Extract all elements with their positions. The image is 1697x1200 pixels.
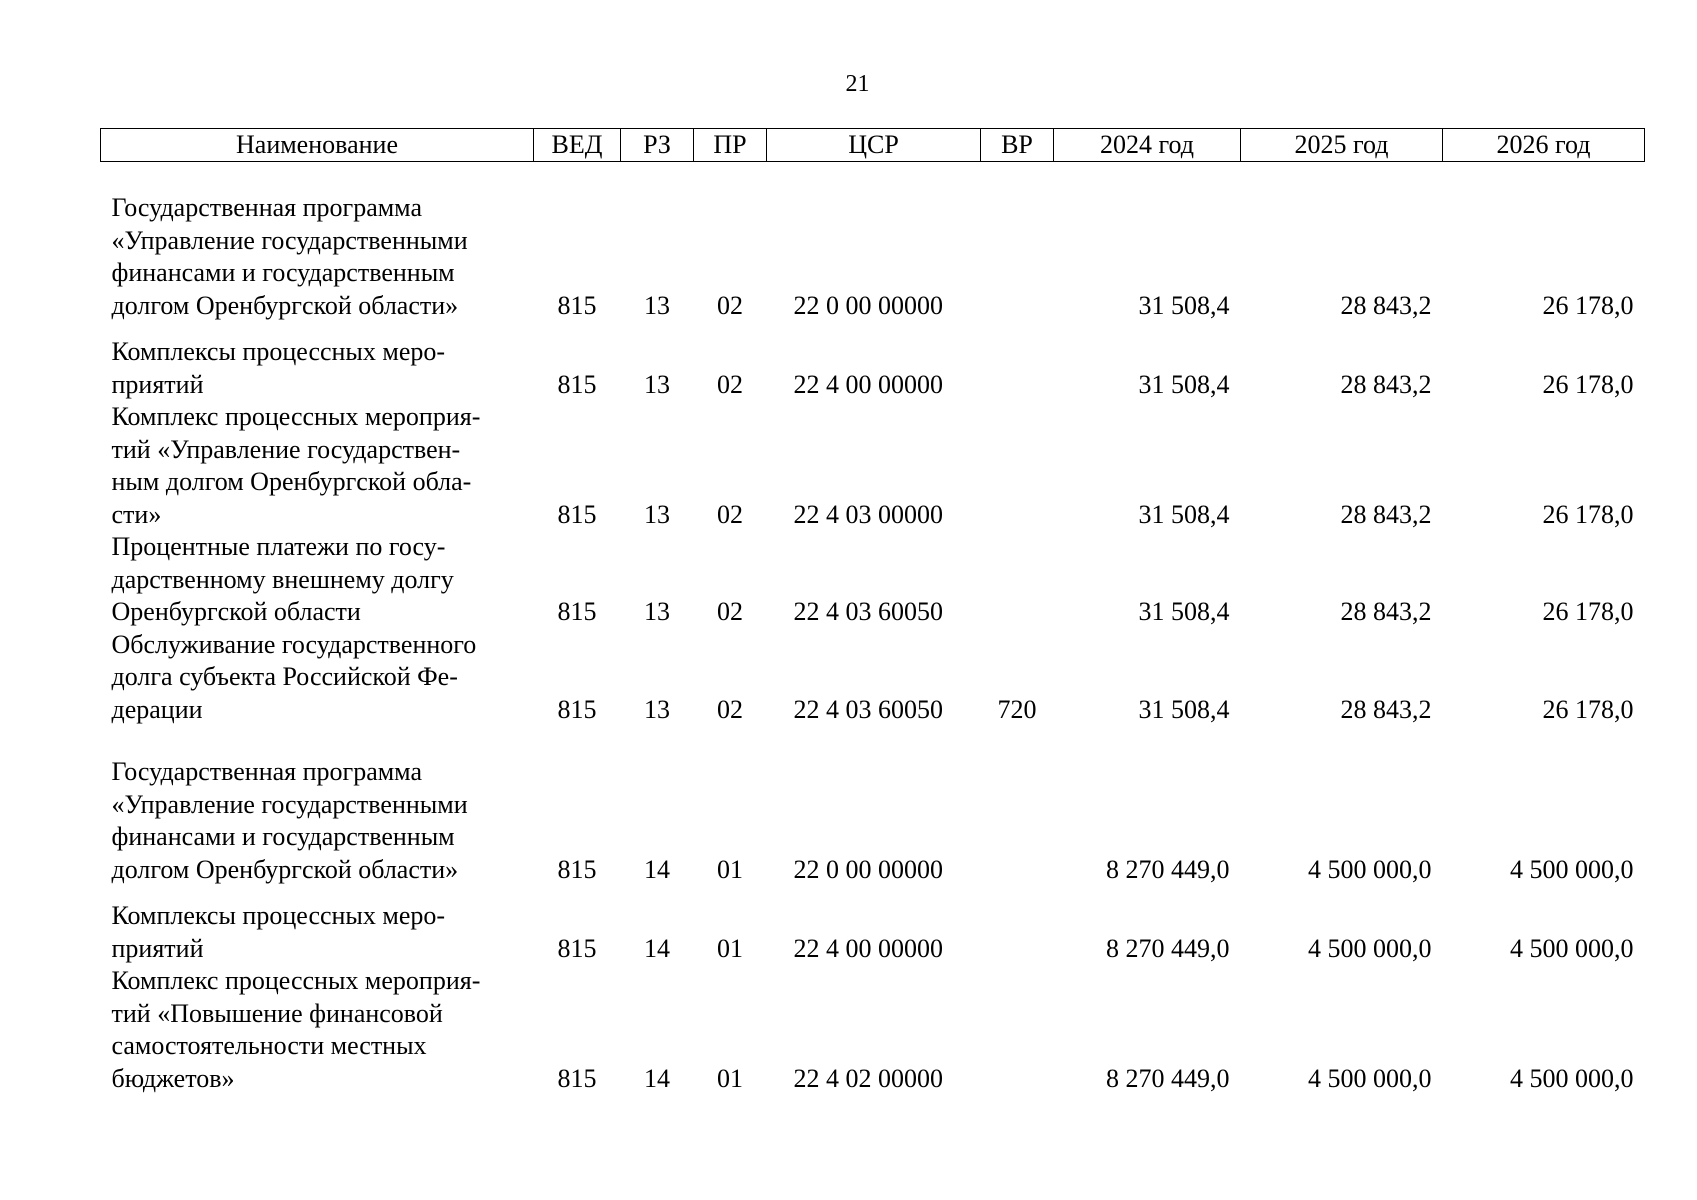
cell-pr: 01 <box>717 1063 743 1093</box>
cell-ved: 815 <box>557 499 597 529</box>
table-row <box>101 162 1645 323</box>
cell-2025: 28 843,2 <box>1340 290 1432 320</box>
cell-2026: 26 178,0 <box>1542 597 1634 626</box>
cell-2024: 31 508,4 <box>1138 290 1230 320</box>
cell-2026: 26 178,0 <box>1542 290 1634 320</box>
cell-name: Процентные платежи по госу- дарственному внешнему долгу Оренбургской области <box>111 532 454 626</box>
cell-2024: 31 508,4 <box>1138 369 1230 399</box>
cell-ved: 815 <box>557 597 597 626</box>
cell-vr <box>981 162 1054 323</box>
cell-2024: 31 508,4 <box>1138 597 1230 626</box>
page-number: 21 <box>845 71 870 97</box>
cell-pr: 02 <box>717 597 743 626</box>
cell-pr: 01 <box>717 933 743 963</box>
cell-2026: 4 500 000,0 <box>1510 933 1634 963</box>
cell-name: Государственная программа «Управление государственными финансами и государственным долгом Оренбургской области» <box>111 757 468 884</box>
header-rz: РЗ <box>621 129 694 162</box>
cell-pr: 02 <box>717 369 743 399</box>
cell-vr <box>981 322 1054 401</box>
header-2025: 2025 год <box>1241 129 1443 162</box>
table-row <box>101 726 1645 886</box>
header-2024: 2024 год <box>1054 129 1241 162</box>
cell-pr: 02 <box>717 694 743 724</box>
cell-name: Комплексы процессных меро- приятий <box>111 337 446 399</box>
cell-rz: 13 <box>644 290 670 320</box>
cell-vr <box>981 965 1054 1095</box>
cell-pr: 02 <box>717 499 743 529</box>
cell-pr: 02 <box>717 290 743 320</box>
cell-ved: 815 <box>557 854 597 884</box>
header-vr: ВР <box>981 129 1054 162</box>
cell-csr: 22 4 03 00000 <box>793 499 943 529</box>
cell-csr: 22 0 00 00000 <box>793 290 943 320</box>
cell-2025: 28 843,2 <box>1340 369 1432 399</box>
header-csr: ЦСР <box>767 129 981 162</box>
cell-rz: 14 <box>644 1063 670 1093</box>
cell-name: Обслуживание государственного долга субъекта Российской Фе- дерации <box>111 629 477 724</box>
cell-vr <box>981 401 1054 531</box>
cell-2025: 28 843,2 <box>1340 597 1432 626</box>
cell-ved: 815 <box>557 369 597 399</box>
cell-csr: 22 4 02 00000 <box>793 1063 943 1093</box>
table-row <box>101 629 1645 727</box>
cell-2026: 26 178,0 <box>1542 369 1634 399</box>
cell-name: Государственная программа «Управление государственными финансами и государственным долгом Оренбургской области» <box>111 193 468 320</box>
cell-2026: 4 500 000,0 <box>1510 854 1634 884</box>
cell-vr <box>981 726 1054 886</box>
cell-2025: 4 500 000,0 <box>1308 1063 1432 1093</box>
cell-pr: 01 <box>717 854 743 884</box>
header-name: Наименование <box>101 129 534 162</box>
cell-2026: 26 178,0 <box>1542 499 1634 529</box>
table-row <box>101 886 1645 965</box>
cell-csr: 22 4 03 60050 <box>793 694 943 724</box>
cell-vr: 720 <box>997 694 1037 724</box>
cell-2024: 8 270 449,0 <box>1106 854 1230 884</box>
cell-rz: 13 <box>644 499 670 529</box>
cell-2026: 4 500 000,0 <box>1510 1063 1634 1093</box>
table-row <box>101 401 1645 531</box>
header-pr: ПР <box>694 129 767 162</box>
cell-2024: 8 270 449,0 <box>1106 1063 1230 1093</box>
budget-table <box>100 128 1645 1095</box>
cell-2026: 26 178,0 <box>1542 694 1634 724</box>
cell-csr: 22 4 00 00000 <box>793 369 943 399</box>
cell-2025: 4 500 000,0 <box>1308 933 1432 963</box>
cell-rz: 14 <box>644 854 670 884</box>
cell-2024: 31 508,4 <box>1138 499 1230 529</box>
table-header-row <box>101 129 1645 162</box>
header-2026: 2026 год <box>1443 129 1645 162</box>
table-row <box>101 322 1645 401</box>
cell-ved: 815 <box>557 1063 597 1093</box>
cell-rz: 13 <box>644 369 670 399</box>
cell-vr <box>981 886 1054 965</box>
cell-vr <box>981 531 1054 629</box>
cell-2024: 31 508,4 <box>1138 694 1230 724</box>
cell-rz: 13 <box>644 597 670 626</box>
cell-ved: 815 <box>557 933 597 963</box>
table-row <box>101 965 1645 1095</box>
table-row <box>101 531 1645 629</box>
cell-name: Комплексы процессных меро- приятий <box>111 901 446 963</box>
cell-ved: 815 <box>557 694 597 724</box>
cell-2024: 8 270 449,0 <box>1106 933 1230 963</box>
cell-name: Комплекс процессных мероприя- тий «Повышение финансовой самостоятельности местных бюджетов» <box>111 966 481 1093</box>
header-ved: ВЕД <box>534 129 621 162</box>
cell-name: Комплекс процессных мероприя- тий «Управление государствен- ным долгом Оренбургской обла- сти» <box>111 402 481 529</box>
cell-ved: 815 <box>557 290 597 320</box>
cell-rz: 14 <box>644 933 670 963</box>
cell-2025: 28 843,2 <box>1340 694 1432 724</box>
cell-csr: 22 0 00 00000 <box>793 854 943 884</box>
cell-2025: 4 500 000,0 <box>1308 854 1432 884</box>
cell-csr: 22 4 00 00000 <box>793 933 943 963</box>
cell-rz: 13 <box>644 694 670 724</box>
cell-csr: 22 4 03 60050 <box>793 597 943 626</box>
cell-2025: 28 843,2 <box>1340 499 1432 529</box>
